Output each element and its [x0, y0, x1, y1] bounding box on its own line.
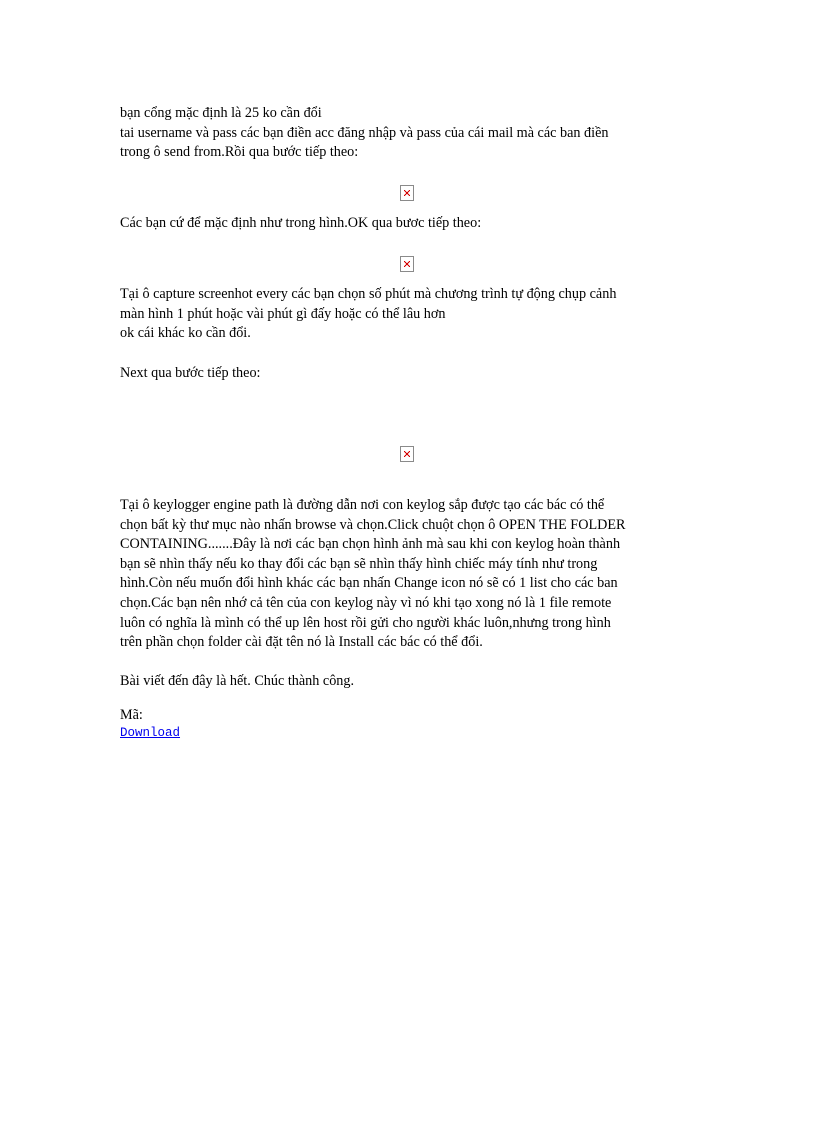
text-line: chọn.Các bạn nên nhớ cả tên của con keylog này vì nó khi tạo xong nó là 1 file remote [120, 594, 612, 611]
broken-image-icon [400, 185, 414, 201]
broken-image-icon [400, 446, 414, 462]
text-line: Next qua bước tiếp theo: [120, 365, 261, 381]
text-line: bạn cổng mặc định là 25 ko cần đổi [120, 105, 322, 121]
code-label: Mã: [120, 707, 143, 723]
text-line: hình.Còn nếu muốn đổi hình khác các bạn nhấn Change icon nó sẽ có 1 list cho các ban [120, 575, 618, 592]
paragraph-default-settings [120, 214, 481, 234]
paragraph-next-step [120, 364, 260, 384]
text-line: trong ô send from.Rồi qua bước tiếp theo: [120, 144, 359, 161]
text-line: bạn sẽ nhìn thấy nếu ko thay đổi các bạn sẽ nhìn thấy hình chiếc máy tính như trong [120, 555, 598, 572]
text-line: ok cái khác ko cần đổi. [120, 325, 251, 342]
text-line: trên phần chọn folder cài đặt tên nó là Install các bác có thể đổi. [120, 634, 483, 651]
text-line: CONTAINING.......Đây là nơi các bạn chọn hình ảnh mà sau khi con keylog hoàn thành [120, 536, 621, 553]
text-line: Tại ô keylogger engine path là đường dẫn nơi con keylog sắp được tạo các bác có thể [120, 497, 605, 513]
text-line: tai username và pass các bạn điền acc đăng nhập và pass của cái mail mà các ban điền [120, 124, 609, 141]
text-line: chọn bất kỳ thư mục nào nhấn browse và chọn.Click chuột chọn ô OPEN THE FOLDER [120, 516, 626, 533]
broken-image-icon [400, 256, 414, 272]
text-line: luôn có nghĩa là mình có thể up lên host rồi gửi cho người khác luôn,nhưng trong hình [120, 614, 611, 631]
paragraph-conclusion [120, 672, 354, 692]
text-line: Bài viết đến đây là hết. Chúc thành công. [120, 673, 355, 689]
text-line: Các bạn cứ để mặc định như trong hình.OK qua bươc tiếp theo: [120, 215, 482, 231]
paragraph-screenshot-settings [120, 285, 616, 344]
paragraph-keylogger-settings [120, 496, 626, 653]
paragraph-smtp-settings [120, 104, 608, 163]
text-line: màn hình 1 phút hoặc vài phút gì đấy hoặc có thể lâu hơn [120, 305, 446, 322]
text-line: Tại ô capture screenhot every các bạn chọn số phút mà chương trình tự động chụp cảnh [120, 286, 617, 302]
download-link[interactable]: Download [120, 726, 181, 740]
